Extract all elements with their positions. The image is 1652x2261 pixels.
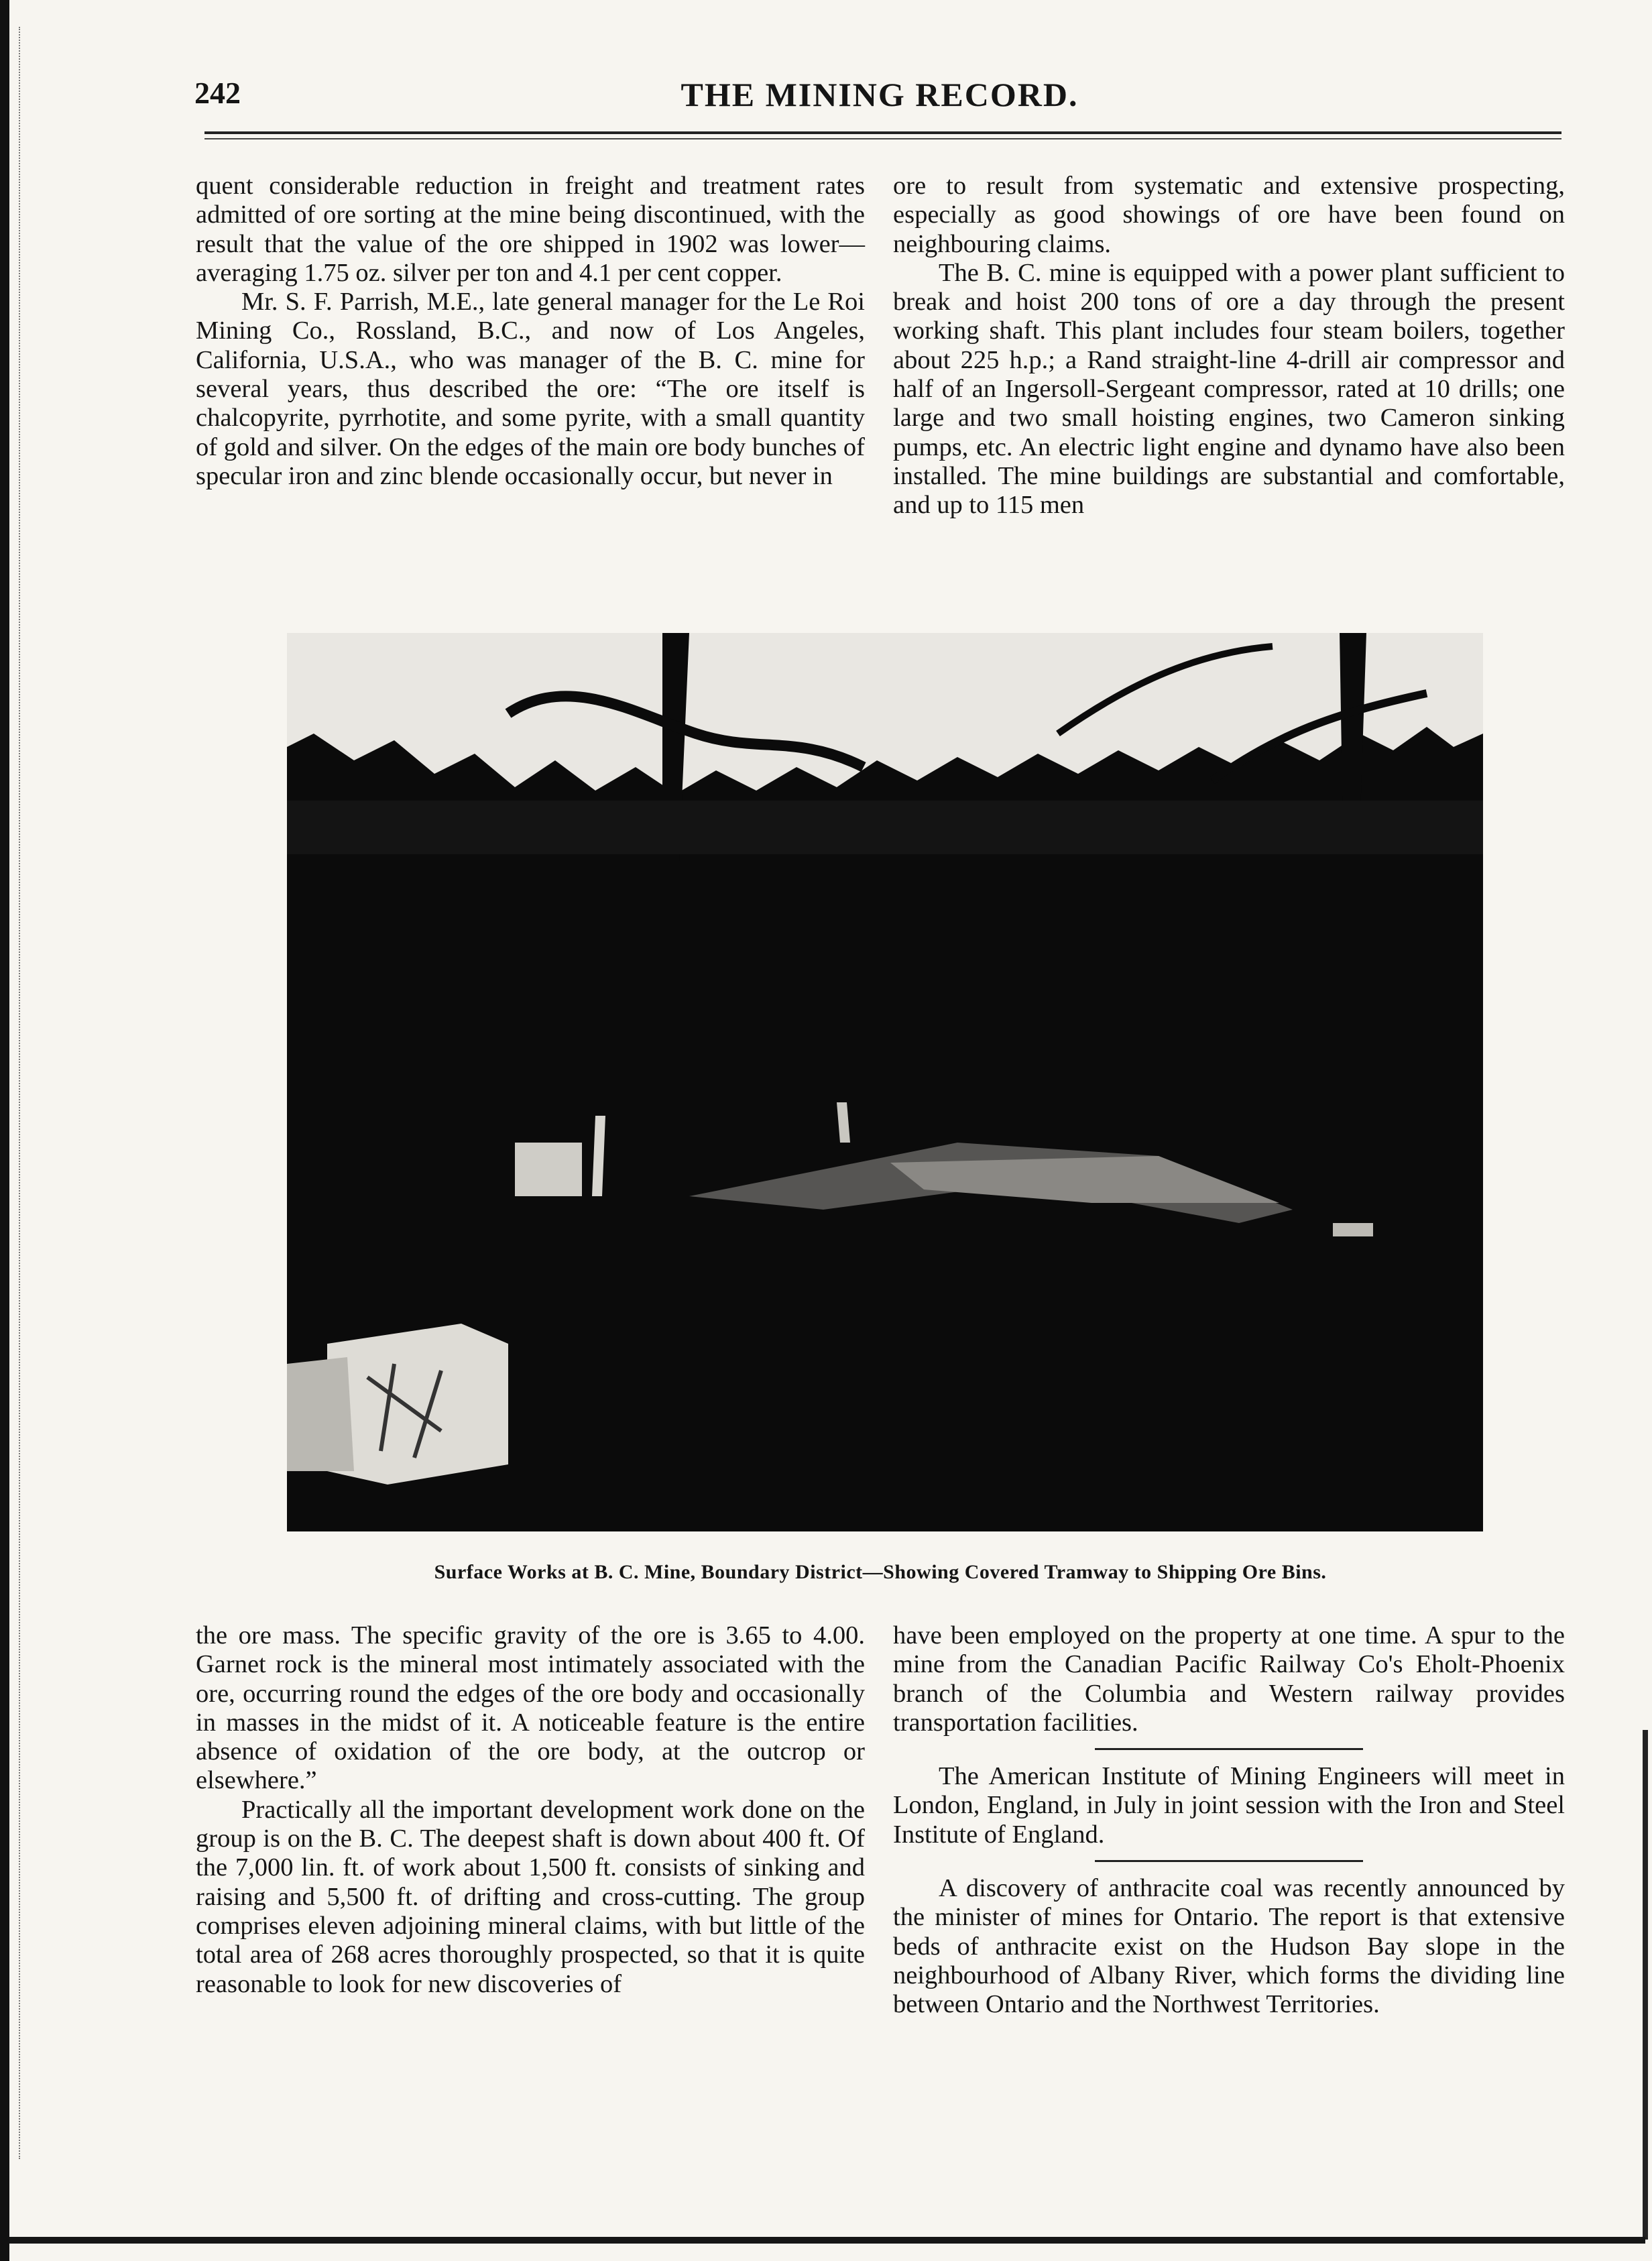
paragraph: A discovery of anthracite coal was recently announced by the minister of mines for Ontario. The report is that extensive beds of anthracite exist on the Hudson Bay slope in the neighbourhood of Albany River, which forms the dividing line between Ontario and the Northwest Territories. — [893, 1874, 1565, 2019]
top-left-column — [196, 172, 865, 491]
section-divider — [1095, 1748, 1363, 1750]
scan-edge-marks — [19, 27, 24, 2159]
scan-right-edge — [1636, 1730, 1648, 2240]
section-divider — [1095, 1860, 1363, 1862]
page-header — [194, 75, 1565, 115]
header-rule — [204, 131, 1561, 134]
paragraph: The American Institute of Mining Engineers will meet in London, England, in July in joint session with the Iron and Steel Institute of England. — [893, 1762, 1565, 1849]
paragraph: quent considerable reduction in freight and treatment rates admitted of ore sorting at the mine being discontinued, with the result that the value of the ore shipped in 1902 was lower—averaging 1.75 oz. silver per ton and 4.1 per cent copper. — [196, 172, 865, 287]
scan-bottom-edge — [9, 2237, 1645, 2244]
scan-left-edge — [0, 0, 9, 2261]
mine-photograph — [287, 633, 1483, 1531]
paragraph: have been employed on the property at one time. A spur to the mine from the Canadian Pacific Railway Co's Eholt-Phoenix branch of the Columbia and Western railway provides transportation facilities. — [893, 1621, 1565, 1737]
paragraph: the ore mass. The specific gravity of the ore is 3.65 to 4.00. Garnet rock is the mineral most intimately associated with the ore, occurring round the edges of the ore body and occasionally in masses in the midst of it. A noticeable feature is the entire absence of oxidation of the ore body, at the outcrop or elsewhere.” — [196, 1621, 865, 1795]
paragraph: ore to result from systematic and extensive prospecting, especially as good showings of ore have been found on neighbouring claims. — [893, 172, 1565, 258]
paragraph: The B. C. mine is equipped with a power plant sufficient to break and hoist 200 tons of ore a day through the present working shaft. This plant includes four steam boilers, together about 225 h.p.; a Rand straight-line 4-drill air compressor and half of an Ingersoll-Sergeant compressor, rated at 10 drills; one large and two small hoisting engines, two Cameron sinking pumps, etc. An electric light engine and dynamo have also been installed. The mine buildings are substantial and comfortable, and up to 115 men — [893, 258, 1565, 520]
top-right-column — [893, 172, 1565, 520]
bottom-right-column — [893, 1621, 1565, 2020]
photo-caption: Surface Works at B. C. Mine, Boundary District—Showing Covered Tramway to Shipping Ore Bins. — [434, 1561, 1327, 1583]
bottom-left-column — [196, 1621, 865, 1999]
header-rule-thin — [204, 138, 1561, 139]
paragraph: Mr. S. F. Parrish, M.E., late general manager for the Le Roi Mining Co., Rossland, B.C., and now of Los Angeles, California, U.S.A., who was manager of the B. C. mine for several years, thus described the ore: “The ore itself is chalcopyrite, pyrrhotite, and some pyrite, with a small quantity of gold and silver. On the edges of the main ore body bunches of specular iron and zinc blende occasionally occur, but never in — [196, 288, 865, 490]
paragraph: Practically all the important development work done on the group is on the B. C. The deepest shaft is down about 400 ft. Of the 7,000 lin. ft. of work about 1,500 ft. consists of sinking and raising and 5,500 ft. of drifting and cross-cutting. The group comprises eleven adjoining mineral claims, with but little of the total area of 268 acres thoroughly prospected, so that it is quite reasonable to look for new discoveries of — [196, 1795, 865, 1998]
running-title: THE MINING RECORD. — [681, 76, 1079, 113]
page-number: 242 — [194, 76, 241, 110]
